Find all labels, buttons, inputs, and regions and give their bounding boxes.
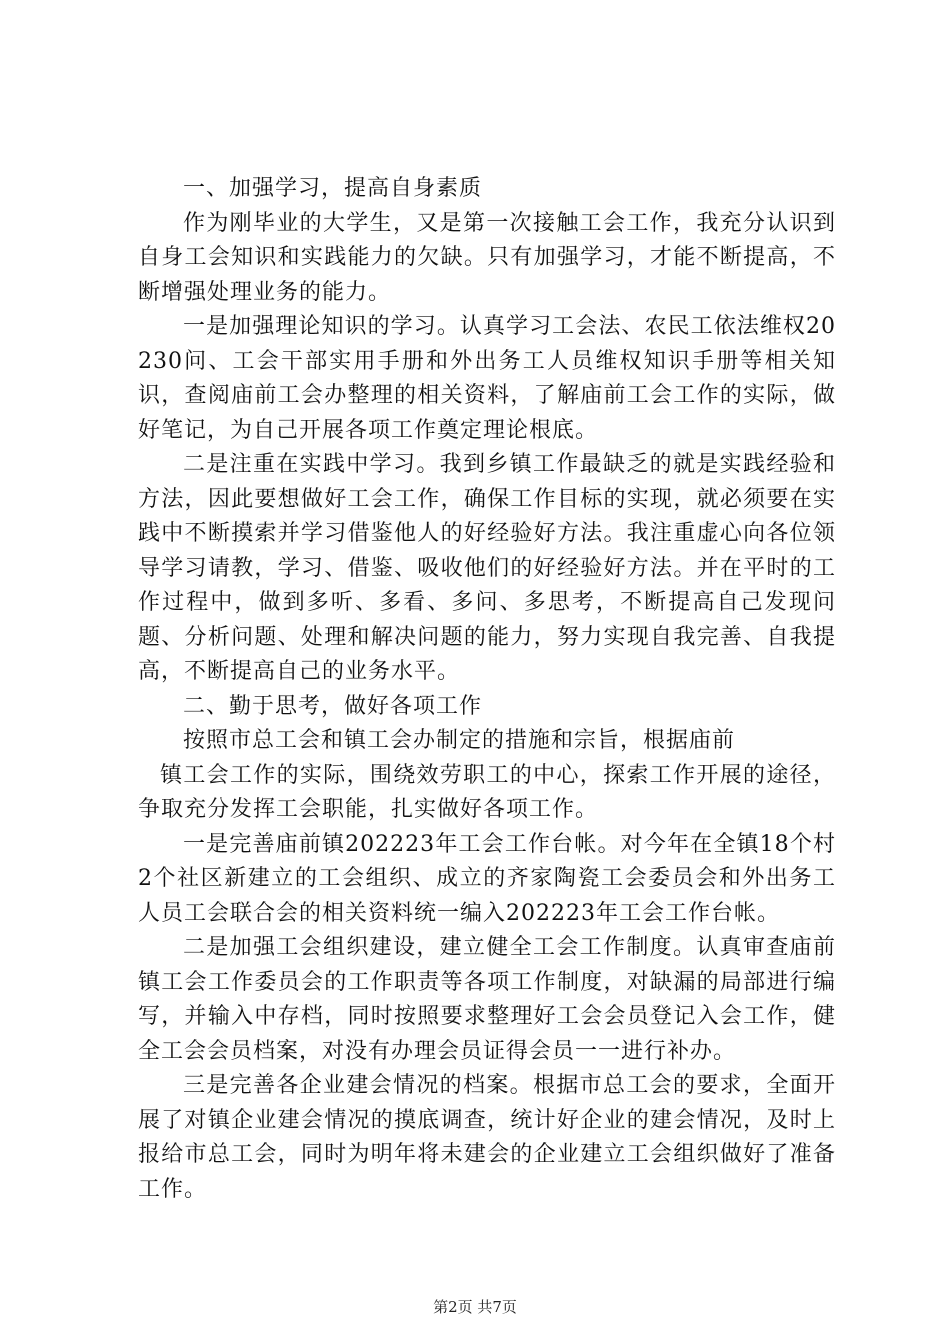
paragraph: 一是加强理论知识的学习。认真学习工会法、农民工依法维权20230问、工会干部实用手册和外出务工人员维权知识手册等相关知识，查阅庙前工会办整理的相关资料，了解庙前工会工作的实际，做好笔记，为自己开展各项工作奠定理论根底。 — [138, 314, 836, 443]
document-body — [138, 172, 836, 1207]
section-heading-1: 一、加强学习，提高自身素质 — [183, 176, 483, 201]
paragraph: 三是完善各企业建会情况的档案。根据市总工会的要求，全面开展了对镇企业建会情况的摸底调查，统计好企业的建会情况，及时上报给市总工会，同时为明年将未建会的企业建立工会组织做好了准备工作。 — [138, 1073, 836, 1202]
paragraph: 二是加强工会组织建设，建立健全工会工作制度。认真审查庙前镇工会工作委员会的工作职责等各项工作制度，对缺漏的局部进行编写，并输入中存档，同时按照要求整理好工会会员登记入会工作，健全工会会员档案，对没有办理会员证得会员一一进行补办。 — [138, 935, 836, 1064]
paragraph: 二是注重在实践中学习。我到乡镇工作最缺乏的就是实践经验和方法，因此要想做好工会工作，确保工作目标的实现，就必须要在实践中不断摸索并学习借鉴他人的好经验好方法。我注重虚心向各位领导学习请教，学习、借鉴、吸收他们的好经验好方法。并在平时的工作过程中，做到多听、多看、多问、多思考，不断提高自己发现问题、分析问题、处理和解决问题的能力，努力实现自我完善、自我提高，不断提高自己的业务水平。 — [138, 452, 836, 684]
paragraph: 一是完善庙前镇202223年工会工作台帐。对今年在全镇18个村2个社区新建立的工会组织、成立的齐家陶瓷工会委员会和外出务工人员工会联合会的相关资料统一编入202223年工会工作台帐。 — [138, 831, 836, 926]
section-heading-2: 二、勤于思考，做好各项工作 — [183, 693, 483, 719]
paragraph: 按照市总工会和镇工会办制定的措施和宗旨，根据庙前 — [183, 728, 736, 753]
page-number-footer: 第2页 共7页 — [433, 1298, 517, 1316]
paragraph: 镇工会工作的实际，围绕效劳职工的中心，探索工作开展的途径，争取充分发挥工会职能，扎实做好各项工作。 — [138, 762, 836, 822]
paragraph: 作为刚毕业的大学生，又是第一次接触工会工作，我充分认识到自身工会知识和实践能力的欠缺。只有加强学习，才能不断提高，不断增强处理业务的能力。 — [138, 210, 836, 305]
